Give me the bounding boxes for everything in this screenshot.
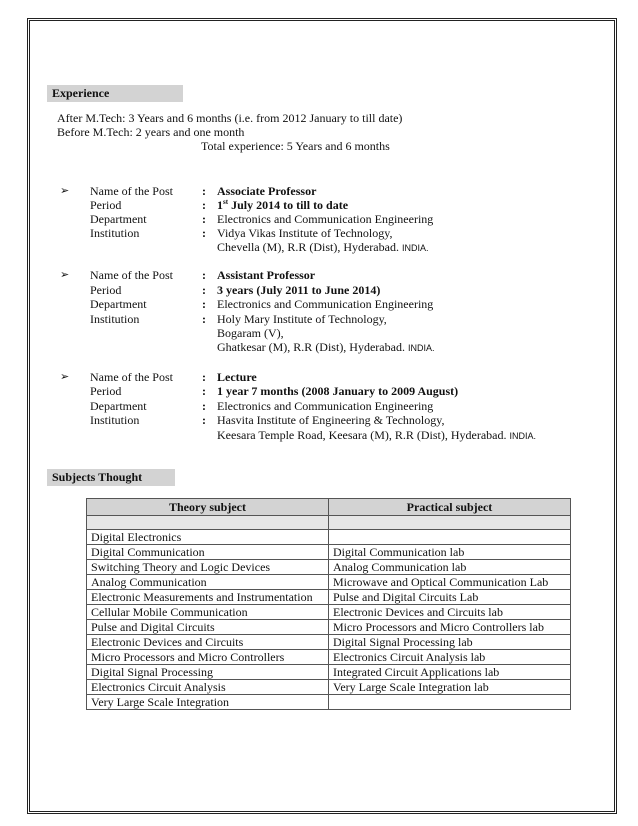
theory-subject-cell: Electronics Circuit Analysis [87, 680, 329, 695]
practical-subject-cell: Analog Communication lab [329, 560, 571, 575]
experience-heading: Experience [47, 85, 183, 102]
theory-subject-cell: Electronic Devices and Circuits [87, 635, 329, 650]
subjects-table-body [87, 516, 571, 710]
theory-subject-cell: Micro Processors and Micro Controllers [87, 650, 329, 665]
theory-subject-cell: Pulse and Digital Circuits [87, 620, 329, 635]
table-row [87, 605, 571, 620]
period-value [217, 198, 348, 212]
colon: : [202, 413, 206, 427]
department-value: Electronics and Communication Engineering [217, 399, 434, 413]
before-mtech-text: Before M.Tech: 2 years and one month [57, 125, 245, 139]
post-value: Associate Professor [217, 184, 317, 198]
table-row [87, 545, 571, 560]
colon: : [202, 226, 206, 240]
practical-subject-cell: Digital Signal Processing lab [329, 635, 571, 650]
period-ordinal: st [223, 198, 229, 206]
colon: : [202, 312, 206, 326]
table-row [87, 665, 571, 680]
bullet-arrow-icon: ➢ [60, 269, 70, 281]
table-row [87, 560, 571, 575]
table-row [87, 680, 571, 695]
country: INDIA. [401, 243, 429, 253]
practical-subject-cell: Pulse and Digital Circuits Lab [329, 590, 571, 605]
period-day: 1 [217, 198, 223, 212]
colon: : [202, 399, 206, 413]
table-row [87, 575, 571, 590]
country: INDIA. [407, 343, 435, 353]
department-value: Electronics and Communication Engineering [217, 212, 434, 226]
theory-subject-cell: Very Large Scale Integration [87, 695, 329, 710]
colon: : [202, 297, 206, 311]
table-row [87, 530, 571, 545]
department-value: Electronics and Communication Engineering [217, 297, 434, 311]
table-spacer-row [87, 516, 571, 530]
bullet-arrow-icon: ➢ [60, 185, 70, 197]
column-header-theory: Theory subject [87, 499, 329, 516]
label-post: Name of the Post [90, 184, 173, 198]
table-cell [329, 516, 571, 530]
label-institution: Institution [90, 413, 140, 427]
country: INDIA. [509, 431, 537, 441]
label-institution: Institution [90, 312, 140, 326]
label-department: Department [90, 297, 147, 311]
institution-line-2 [217, 428, 536, 443]
theory-subject-cell: Digital Electronics [87, 530, 329, 545]
practical-subject-cell: Very Large Scale Integration lab [329, 680, 571, 695]
column-header-practical: Practical subject [329, 499, 571, 516]
table-row [87, 695, 571, 710]
institution-line-1: Vidya Vikas Institute of Technology, [217, 226, 393, 240]
colon: : [202, 212, 206, 226]
practical-subject-cell [329, 530, 571, 545]
institution-address: Ghatkesar (M), R.R (Dist), Hyderabad. [217, 340, 405, 354]
post-value: Assistant Professor [217, 268, 316, 282]
institution-line-1: Holy Mary Institute of Technology, [217, 312, 387, 326]
period-value: 1 year 7 months (2008 January to 2009 August) [217, 384, 459, 398]
theory-subject-cell: Switching Theory and Logic Devices [87, 560, 329, 575]
colon: : [202, 198, 206, 212]
practical-subject-cell: Microwave and Optical Communication Lab [329, 575, 571, 590]
after-mtech-text: After M.Tech: 3 Years and 6 months (i.e. from 2012 January to till date) [57, 111, 403, 125]
practical-subject-cell: Electronic Devices and Circuits lab [329, 605, 571, 620]
practical-subject-cell: Integrated Circuit Applications lab [329, 665, 571, 680]
table-cell [87, 516, 329, 530]
theory-subject-cell: Digital Communication [87, 545, 329, 560]
label-period: Period [90, 384, 122, 398]
label-institution: Institution [90, 226, 140, 240]
colon: : [202, 384, 206, 398]
total-experience-text: Total experience: 5 Years and 6 months [201, 139, 390, 153]
period-rest: July 2014 to till to date [228, 198, 349, 212]
institution-line-2: Bogaram (V), [217, 326, 284, 340]
table-row [87, 650, 571, 665]
institution-line-3 [217, 340, 434, 355]
practical-subject-cell: Micro Processors and Micro Controllers lab [329, 620, 571, 635]
table-header-row [87, 499, 571, 516]
label-department: Department [90, 399, 147, 413]
theory-subject-cell: Electronic Measurements and Instrumentation [87, 590, 329, 605]
institution-line-2 [217, 240, 428, 255]
table-row [87, 590, 571, 605]
colon: : [202, 283, 206, 297]
label-period: Period [90, 283, 122, 297]
colon: : [202, 184, 206, 198]
period-value: 3 years (July 2011 to June 2014) [217, 283, 381, 297]
label-post: Name of the Post [90, 268, 173, 282]
institution-address: Chevella (M), R.R (Dist), Hyderabad. [217, 240, 399, 254]
theory-subject-cell: Digital Signal Processing [87, 665, 329, 680]
practical-subject-cell: Digital Communication lab [329, 545, 571, 560]
theory-subject-cell: Cellular Mobile Communication [87, 605, 329, 620]
colon: : [202, 370, 206, 384]
theory-subject-cell: Analog Communication [87, 575, 329, 590]
table-row [87, 620, 571, 635]
label-department: Department [90, 212, 147, 226]
label-post: Name of the Post [90, 370, 173, 384]
practical-subject-cell: Electronics Circuit Analysis lab [329, 650, 571, 665]
subjects-heading: Subjects Thought [47, 469, 175, 486]
bullet-arrow-icon: ➢ [60, 371, 70, 383]
colon: : [202, 268, 206, 282]
post-value: Lecture [217, 370, 257, 384]
subjects-table [86, 498, 571, 710]
label-period: Period [90, 198, 122, 212]
institution-address: Keesara Temple Road, Keesara (M), R.R (Dist), Hyderabad. [217, 428, 507, 442]
practical-subject-cell [329, 695, 571, 710]
table-row [87, 635, 571, 650]
institution-line-1: Hasvita Institute of Engineering & Technology, [217, 413, 445, 427]
